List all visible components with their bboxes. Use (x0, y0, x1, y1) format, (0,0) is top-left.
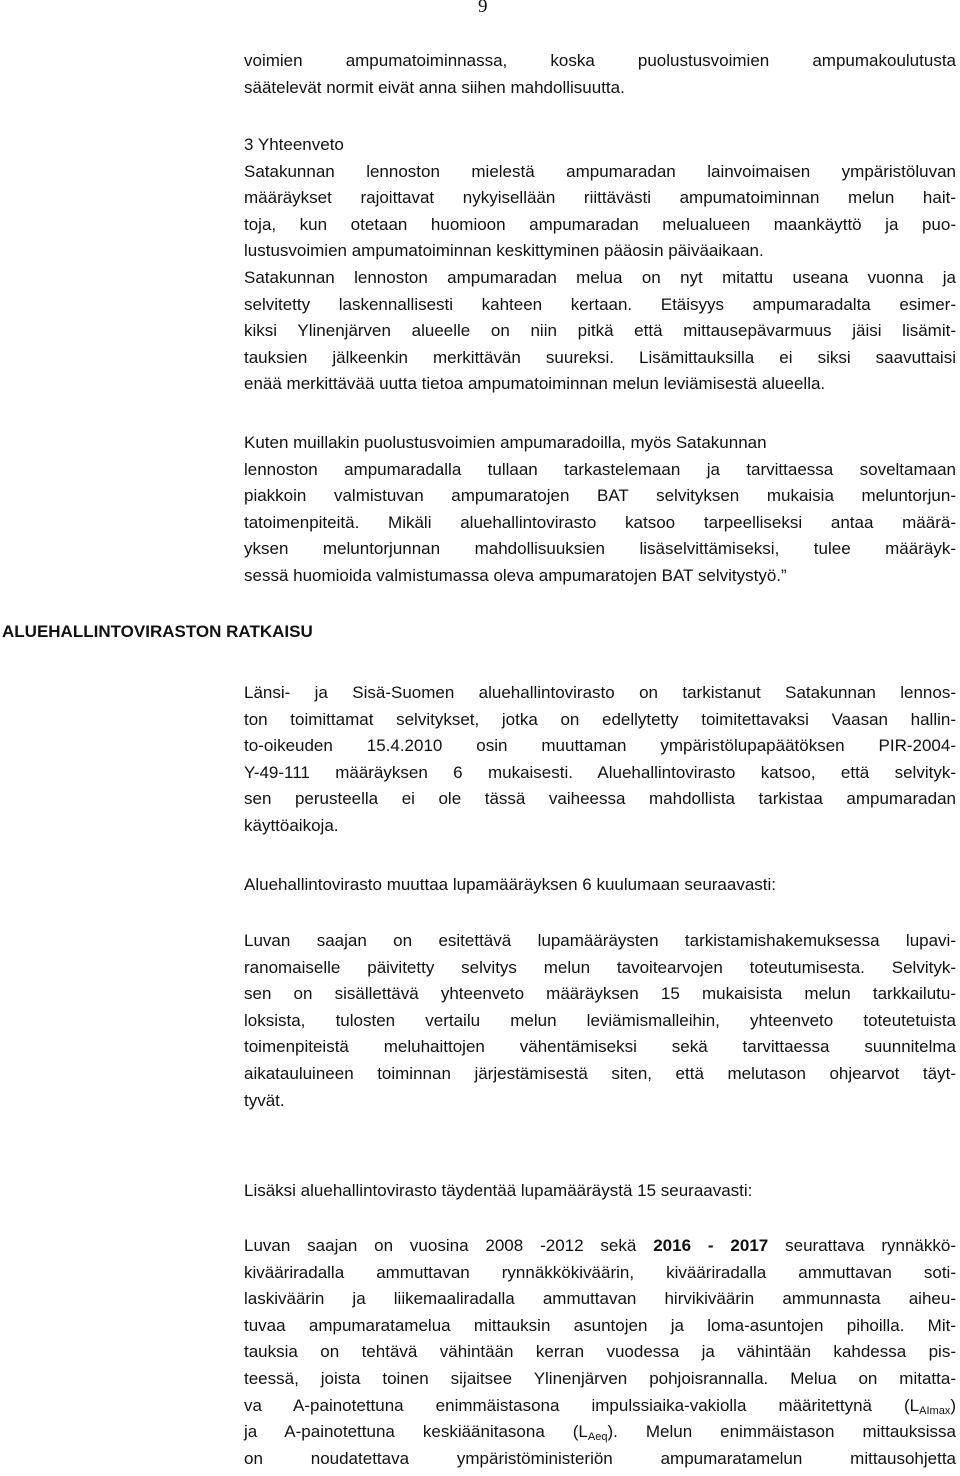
text-line: on noudatettava ympäristöministeriön ampumaratamelun mittausohjetta (244, 1448, 956, 1468)
subscript-aeq: Aeq (587, 1431, 608, 1444)
text-line: laskiväärin ja liikemaaliradalla ammuttavan hirvikiväärin ammunnasta aiheu- (244, 1289, 956, 1309)
text-line: Lisäksi aluehallintovirasto täydentää lupamääräystä 15 seuraavasti: (244, 1181, 753, 1200)
paragraph-continuation (244, 48, 956, 101)
text-line: ton toimittamat selvitykset, jotka on edellytetty toimitettavaksi Vaasan hallin- (244, 709, 956, 729)
text-line: Länsi- ja Sisä-Suomen aluehallintovirasto on tarkistanut Satakunnan lennos- (244, 683, 956, 702)
emphasized-years: 2016 - 2017 (653, 1236, 769, 1255)
text-line: selvitetty laskennallisesti kahteen kertaan. Etäisyys ampumaradalta esimer- (244, 294, 956, 314)
paragraph-summary (244, 132, 956, 398)
text-line: aikatauluineen toiminnan järjestämisestä siten, että melutason ohjearvot täyt- (244, 1063, 956, 1083)
text-line: sessä huomioida valmistumassa oleva ampumaratojen BAT selvitystyö.” (244, 565, 787, 585)
paragraph-condition-15 (244, 1233, 956, 1472)
text-line: Satakunnan lennoston ampumaradan melua on nyt mitattu useana vuonna ja (244, 267, 956, 287)
paragraph-amendment-15 (244, 1178, 956, 1205)
paragraph-decision (244, 680, 956, 840)
text-line: tauksien jälkeenkin merkittävän suureksi. Lisämittauksilla ei siksi saavuttaisi (244, 347, 956, 367)
text-line: lustusvoimien ampumatoiminnan keskittyminen pääosin päiväaikaan. (244, 241, 764, 261)
text-line: voimien ampumatoiminnassa, koska puolustusvoimien ampumakoulutusta (244, 51, 956, 70)
section-heading: ALUEHALLINTOVIRASTON RATKAISU (2, 622, 313, 641)
text-line: teessä, joista toinen sijaitsee Ylinenjärven pohjoisrannalla. Melua on mitatta- (244, 1368, 956, 1388)
text-line: piakkoin valmistuvan ampumaratojen BAT selvityksen mukaisia meluntorjun- (244, 486, 956, 506)
paragraph-bat (244, 430, 956, 590)
text-line: sen perusteella ei ole tässä vaiheessa mahdollista tarkistaa ampumaradan (244, 789, 956, 809)
text-line: tauksia on tehtävä vähintään kerran vuodessa ja vähintään kahdessa pis- (244, 1342, 956, 1362)
text-line: lennoston ampumaradalla tullaan tarkastelemaan ja tarvittaessa soveltamaan (244, 459, 956, 479)
text-line: Luvan saajan on vuosina 2008 -2012 sekä 2016 - 2017 seurattava rynnäkkö- (244, 1236, 957, 1255)
page-number: 9 (478, 0, 488, 17)
text-line: ranomaiselle päivitetty selvitys melun tavoitearvojen toteutumisesta. Selvityk- (244, 957, 956, 977)
text-line: loksista, tulosten vertailu melun leviämismalleihin, yhteenveto toteutetuista (244, 1010, 956, 1030)
text-line: tyvät. (244, 1090, 285, 1110)
text-line: ja A-painotettuna keskiäänitasona $(L_{Aeq})$. Melun enimmäistason mittauksissa (244, 1422, 956, 1444)
subheading-summary: 3 Yhteenveto (244, 135, 344, 154)
text-line: kiksi Ylinenjärven alueelle on niin pitkä että mittausepävarmuus jäisi lisämit- (244, 321, 956, 341)
text-line: va A-painotettuna enimmäistasona impulssiaika-vakiolla määritettynä $(L_{AImax})$ (244, 1395, 956, 1417)
text-line: Luvan saajan on esitettävä lupamääräysten tarkistamishakemuksessa lupavi- (244, 931, 956, 950)
text-line: tatoimenpiteitä. Mikäli aluehallintovirasto katsoo tarpeelliseksi antaa määrä- (244, 512, 956, 532)
text-line: sen on sisällettävä yhteenveto määräyksen 15 mukaisista melun tarkkailutu- (244, 984, 956, 1004)
text-line: to-oikeuden 15.4.2010 osin muuttaman ympäristölupapäätöksen PIR-2004- (244, 736, 956, 756)
text-line: toja, kun otetaan huomioon ampumaradan melualueen maankäyttö ja puo- (244, 214, 956, 234)
paragraph-amendment-6 (244, 872, 956, 899)
text-line: määräykset rajoittavat nykyisellään riittävästi ampumatoiminnan melun hait- (244, 188, 956, 208)
text-line: Kuten muillakin puolustusvoimien ampumaradoilla, myös Satakunnan (244, 433, 767, 452)
text-line: kivääriradalla ammuttavan rynnäkkökiväärin, kivääriradalla ammuttavan soti- (244, 1262, 956, 1282)
text-line: enää merkittävää uutta tietoa ampumatoiminnan melun leviämisestä alueella. (244, 374, 826, 394)
text-line: toimenpiteistä meluhaittojen vähentämiseksi sekä tarvittaessa suunnitelma (244, 1037, 956, 1057)
text-line: Satakunnan lennoston mielestä ampumaradan lainvoimaisen ympäristöluvan (244, 161, 956, 181)
subscript-almax: AImax (919, 1404, 951, 1417)
text-line: tuvaa ampumaratamelua mittauksin asuntojen ja loma-asuntojen pihoilla. Mit- (244, 1315, 956, 1335)
text-line: Aluehallintovirasto muuttaa lupamääräyksen 6 kuulumaan seuraavasti: (244, 875, 777, 894)
text-line: Y-49-111 määräyksen 6 mukaisesti. Aluehallintovirasto katsoo, että selvityk- (244, 762, 956, 782)
text-line: säätelevät normit eivät anna siihen mahdollisuutta. (244, 77, 625, 97)
paragraph-condition-6 (244, 928, 956, 1114)
text-line: yksen meluntorjunnan mahdollisuuksien lisäselvittämiseksi, tulee määräyk- (244, 539, 956, 559)
text-line: käyttöaikoja. (244, 815, 339, 835)
